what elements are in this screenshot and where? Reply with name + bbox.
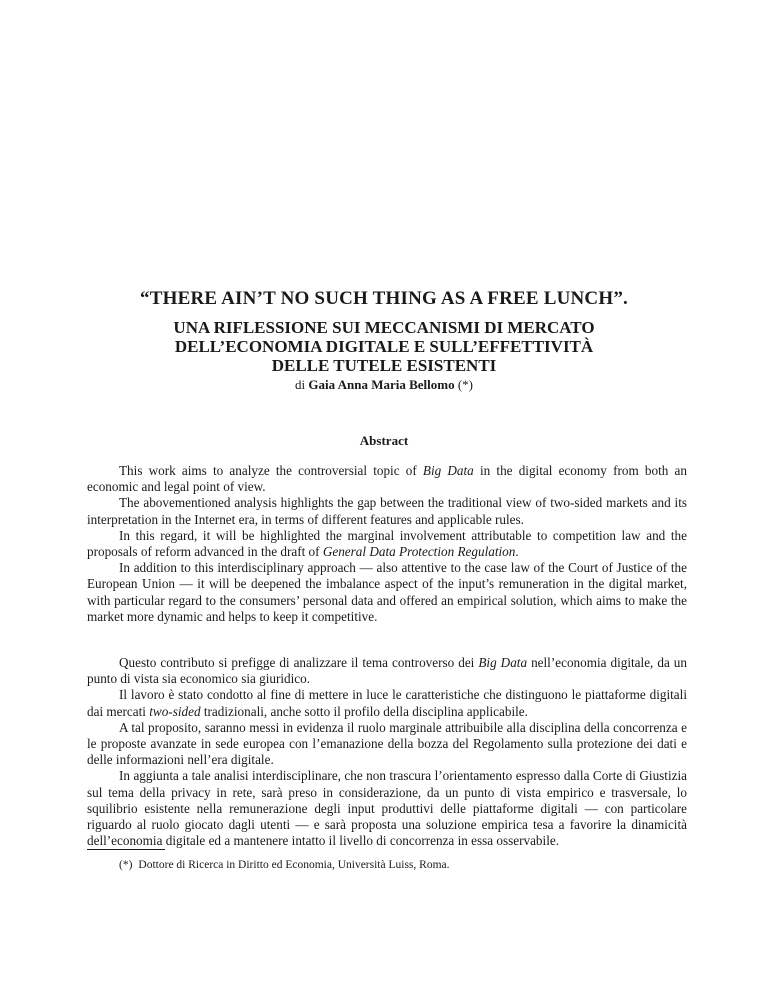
italic-term: Big Data (478, 655, 528, 670)
footnote (119, 859, 679, 871)
byline-prefix: di (294, 377, 309, 392)
footnote-mark: (*) (119, 859, 133, 871)
abstract-english (87, 463, 687, 625)
italic-term: Big Data (422, 463, 474, 478)
text-run: nell’economia digitale, da un punto di vista sia economico sia giuridico. (87, 655, 687, 687)
text-run: Il lavoro è stato condotto al fine di mettere in luce le caratteristiche che distinguono le piattaforme digitali dai mercati (87, 687, 687, 719)
text-run: . (515, 544, 519, 560)
footnote-divider (87, 849, 165, 850)
paragraph: In aggiunta a tale analisi interdisciplinare, che non trascura l’orientamento espresso dalla Corte di Giustizia sul tema della privacy in rete, sarà preso in considerazione, da un punto di vista empirico e trasversale, lo squilibrio esistente nella remunerazione degli input produttivi delle piattaforme digitali — con particolare riguardo al ruolo giocato dagli utenti — e sarà proposta una soluzione empirica tesa a favorire la dinamicità dell’economia digitale ed a mantenere intatto il livello di concorrenza in essa osservabile. (87, 768, 687, 849)
paragraph (87, 463, 687, 495)
subtitle-line: UNA RIFLESSIONE SUI MECCANISMI DI MERCATO (173, 318, 595, 337)
paragraph: In addition to this interdisciplinary approach — also attentive to the case law of the Court of Justice of the European Union — it will be deepened the imbalance aspect of the input’s remuneration in the digital market, with particular regard to the consumers’ personal data and offered an empirical solution, which aims to make the market more dynamic and helps to keep it competitive. (87, 560, 687, 624)
paragraph (87, 687, 687, 719)
italic-term: General Data Protection Regulation (322, 544, 516, 560)
author-name: Gaia Anna Maria Bellomo (308, 377, 455, 392)
paragraph: The abovementioned analysis highlights the gap between the traditional view of two-sided markets and its interpretation in the Internet era, in terms of different features and applicable rules. (87, 495, 687, 527)
abstract-italian (87, 655, 687, 849)
byline (0, 377, 768, 393)
text-run: tradizionali, anche sotto il profilo della disciplina applicabile. (200, 703, 528, 719)
paragraph (87, 528, 687, 560)
subtitle-line: DELLE TUTELE ESISTENTI (271, 356, 497, 375)
subtitle (0, 318, 768, 375)
abstract-heading: Abstract (359, 433, 409, 448)
text-run: in the digital economy from both an economic and legal point of view. (87, 463, 687, 495)
author-note-mark: (*) (454, 377, 474, 392)
text-run: This work aims to analyze the controversial topic of (119, 463, 423, 478)
text-run: Questo contributo si prefigge di analizzare il tema controverso dei (119, 655, 479, 670)
subtitle-line: DELL’ECONOMIA DIGITALE E SULL’EFFETTIVITÀ (174, 337, 594, 356)
italic-term: two-sided (149, 703, 201, 719)
text-run: In this regard, it will be highlighted the marginal involvement attributable to competition law and the proposals of reform advanced in the draft of (87, 527, 687, 560)
footnote-text: Dottore di Ricerca in Diritto ed Economia, Università Luiss, Roma. (138, 859, 450, 871)
paragraph: A tal proposito, saranno messi in evidenza il ruolo marginale attribuibile alla disciplina della concorrenza e le proposte avanzate in sede europea con l’emanazione della bozza del Regolamento sulla protezione dei dati e delle informazioni nell’era digitale. (87, 719, 687, 768)
paragraph (87, 655, 687, 687)
main-title: “THERE AIN’T NO SUCH THING AS A FREE LUNCH”. (140, 288, 628, 309)
